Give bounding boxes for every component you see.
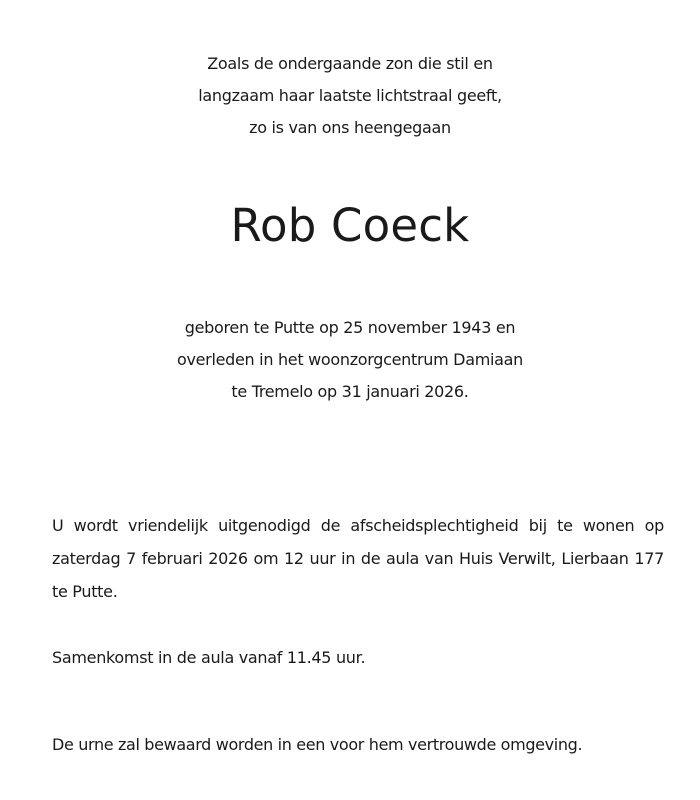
poem-line: langzaam haar laatste lichtstraal geeft,	[198, 86, 502, 105]
birth-death-details	[0, 312, 700, 408]
gathering-notice: Samenkomst in de aula vanaf 11.45 uur.	[52, 648, 366, 667]
ceremony-invitation: U wordt vriendelijk uitgenodigd de afscheidsplechtigheid bij te wonen op zaterdag 7 februari 2026 om 12 uur in de aula van Huis Verwilt, Lierbaan 177 te Putte.	[52, 516, 664, 601]
bio-line: overleden in het woonzorgcentrum Damiaan	[176, 350, 523, 369]
urn-notice: De urne zal bewaard worden in een voor hem vertrouwde omgeving.	[52, 735, 583, 754]
bio-line: geboren te Putte op 25 november 1943 en	[184, 318, 516, 337]
poem-line: Zoals de ondergaande zon die stil en	[207, 54, 493, 73]
deceased-name: Rob Coeck	[230, 199, 470, 252]
poem	[0, 48, 700, 144]
poem-line: zo is van ons heengegaan	[249, 118, 451, 137]
bio-line: te Tremelo op 31 januari 2026.	[231, 382, 469, 401]
